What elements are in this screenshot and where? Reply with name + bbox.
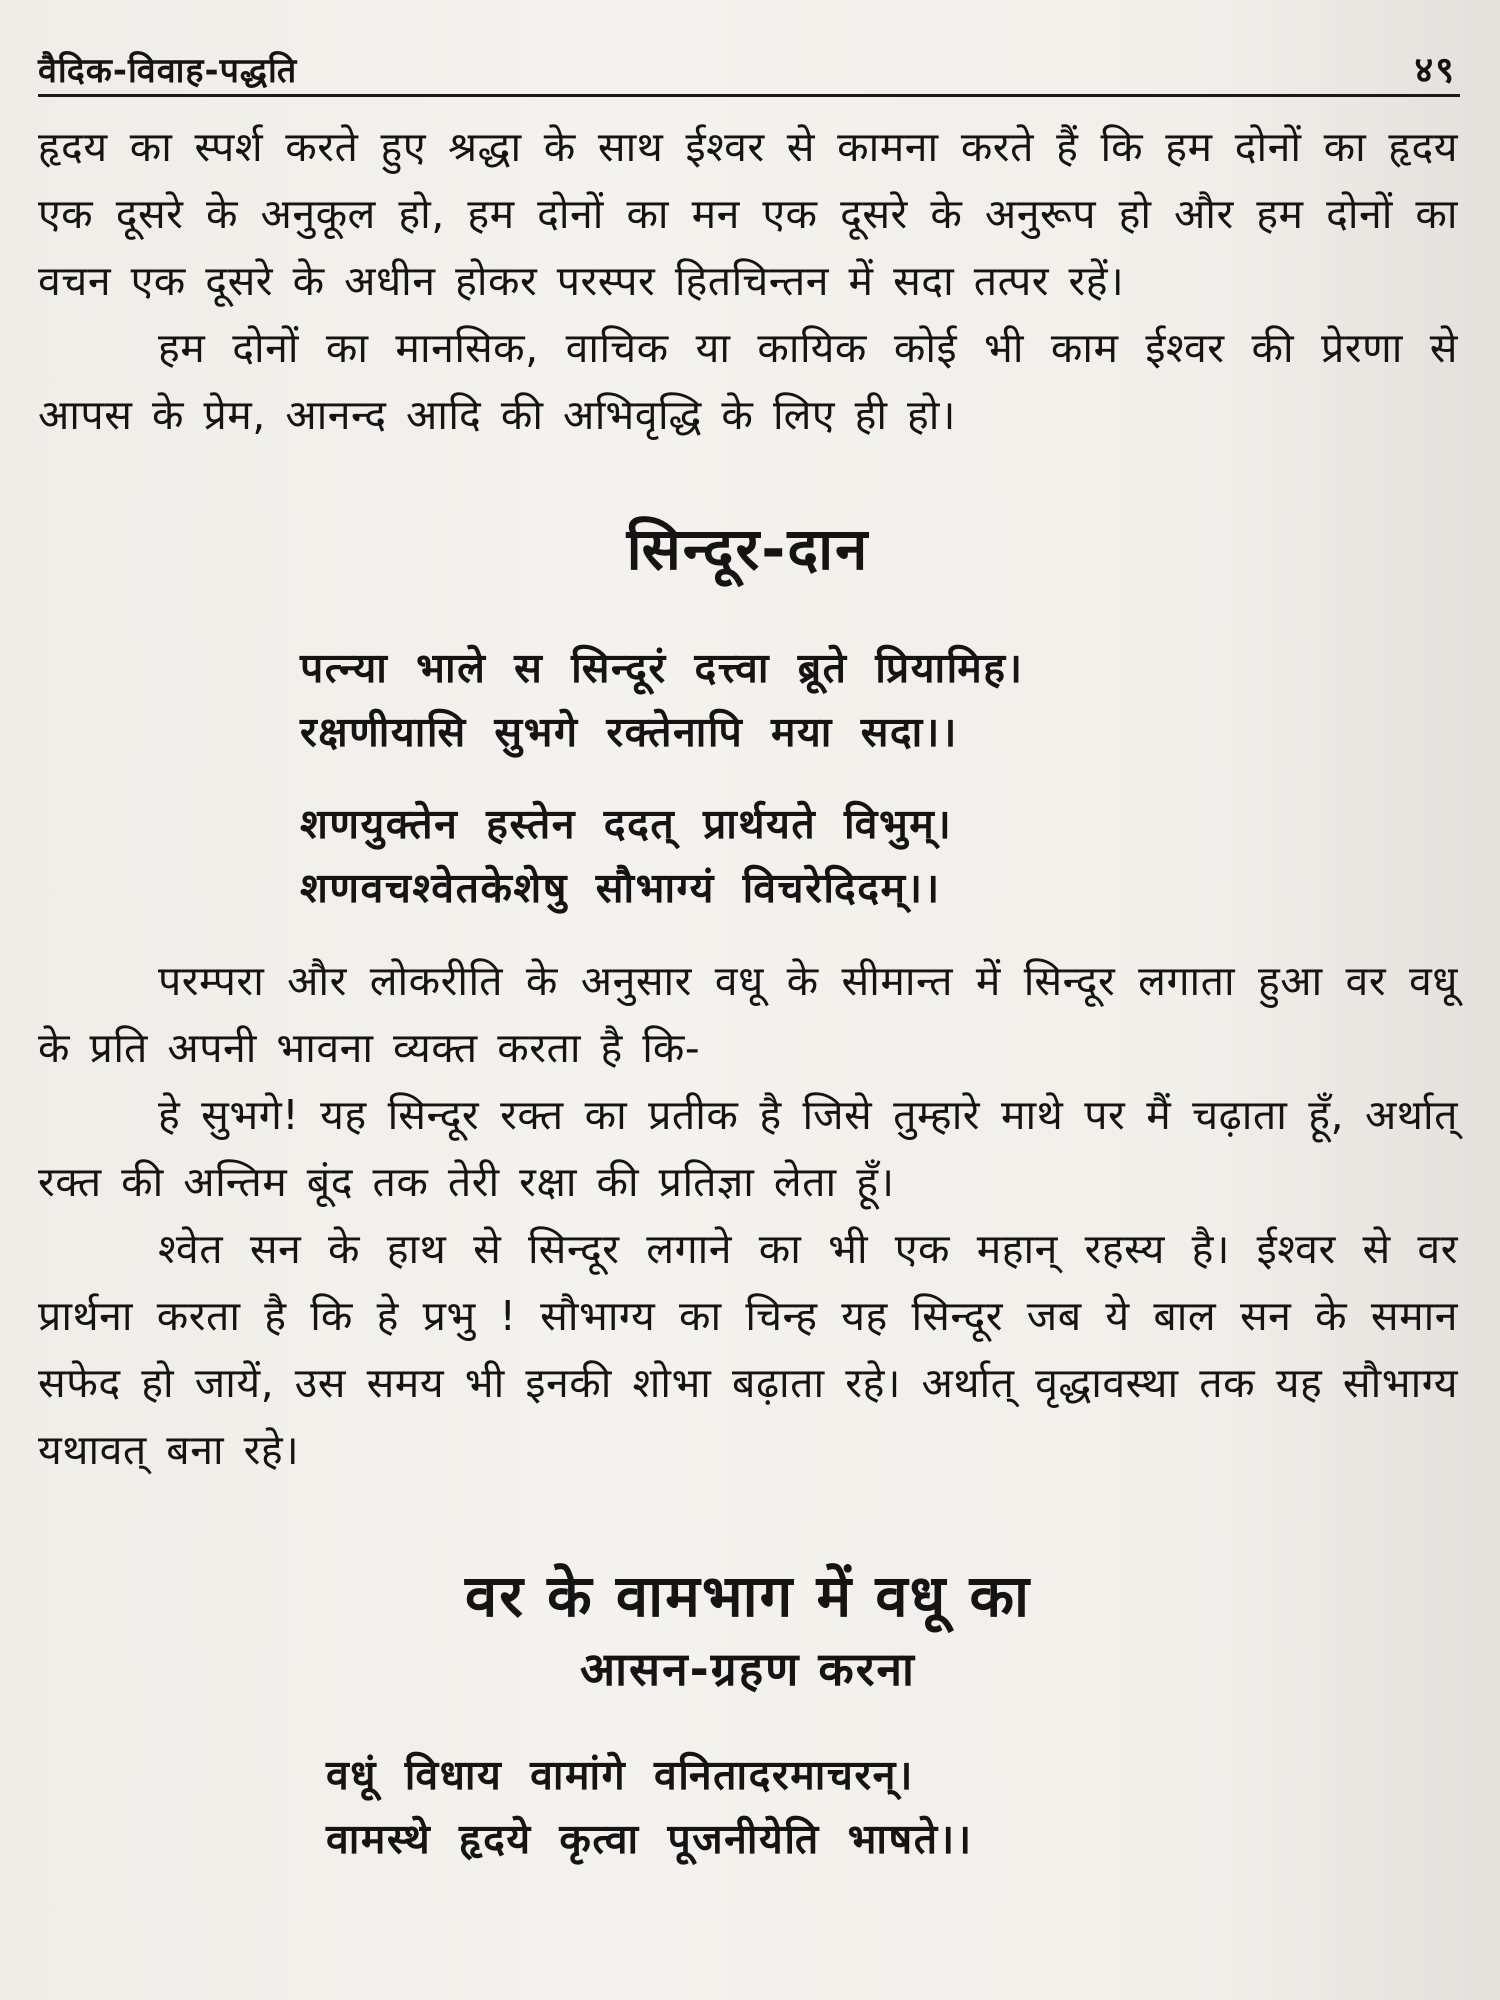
section-subheading-seat: आसन-ग्रहण करना (580, 1642, 916, 1696)
paragraph-white-hemp-secret: श्वेत सन के हाथ से सिन्दूर लगाने का भी एक महान् रहस्य है। ईश्वर से वर प्रार्थना करता है कि हे प्रभु ! सौभाग्य का चिन्ह यह सिन्दूर जब ये बाल सन के समान सफेद हो जायें, उस समय भी इनकी शोभा बढ़ाता रहे। अर्थात् वृद्धावस्था तक यह सौभाग्य यथावत् बना रहे। (38, 1225, 1458, 1474)
verse-line: वामस्थे हृदये कृत्वा पूजनीयेति भाषते।। (326, 1815, 973, 1863)
verse-sindoor-1 (38, 636, 1458, 764)
section-heading-sindoor-daan: सिन्दूर-दान (626, 515, 870, 583)
body-text (38, 114, 1458, 1899)
verse-sindoor-2 (38, 792, 1458, 920)
paragraph-tradition: परम्परा और लोकरीति के अनुसार वधू के सीमान्त में सिन्दूर लगाता हुआ वर वधू के प्रति अपनी भावना व्यक्त करता है कि- (38, 957, 1458, 1072)
running-title: वैदिक-विवाह-पद्धति (38, 51, 298, 91)
paragraph-mind-speech-body: हम दोनों का मानसिक, वाचिक या कायिक कोई भी काम ईश्वर की प्रेरणा से आपस के प्रेम, आनन्द आदि की अभिवृद्धि के लिए ही हो। (38, 324, 1458, 439)
page-number: ४९ (1414, 50, 1456, 91)
section-heading-left-side-seat: वर के वामभाग में वधू का (464, 1562, 1032, 1630)
verse-line: रक्षणीयासि सुभगे रक्तेनापि मया सदा।। (300, 708, 958, 756)
verse-line: पत्न्या भाले स सिन्दूरं दत्त्वा ब्रूते प्रियामिह। (300, 644, 1024, 692)
verse-line: वधूं विधाय वामांगे वनितादरमाचरन्। (326, 1751, 914, 1799)
paragraph-heart-prayer: हृदय का स्पर्श करते हुए श्रद्धा के साथ ईश्वर से कामना करते हैं कि हम दोनों का हृदय एक दूसरे के अनुकूल हो, हम दोनों का मन एक दूसरे के अनुरूप हो और हम दोनों का वचन एक दूसरे के अधीन होकर परस्पर हितचिन्तन में सदा तत्पर रहें। (38, 123, 1458, 305)
verse-seat (38, 1743, 1458, 1871)
running-head (38, 42, 1460, 97)
paragraph-blood-symbol: हे सुभगे! यह सिन्दूर रक्त का प्रतीक है जिसे तुम्हारे माथे पर मैं चढ़ाता हूँ, अर्थात् रक्त की अन्तिम बूंद तक तेरी रक्षा की प्रतिज्ञा लेता हूँ। (38, 1091, 1458, 1206)
verse-line: शणयुक्तेन हस्तेन ददत् प्रार्थयते विभुम्। (300, 800, 953, 848)
verse-line: शणवचश्वेतकेशेषु सौभाग्यं विचरेदिदम्।। (300, 864, 941, 912)
